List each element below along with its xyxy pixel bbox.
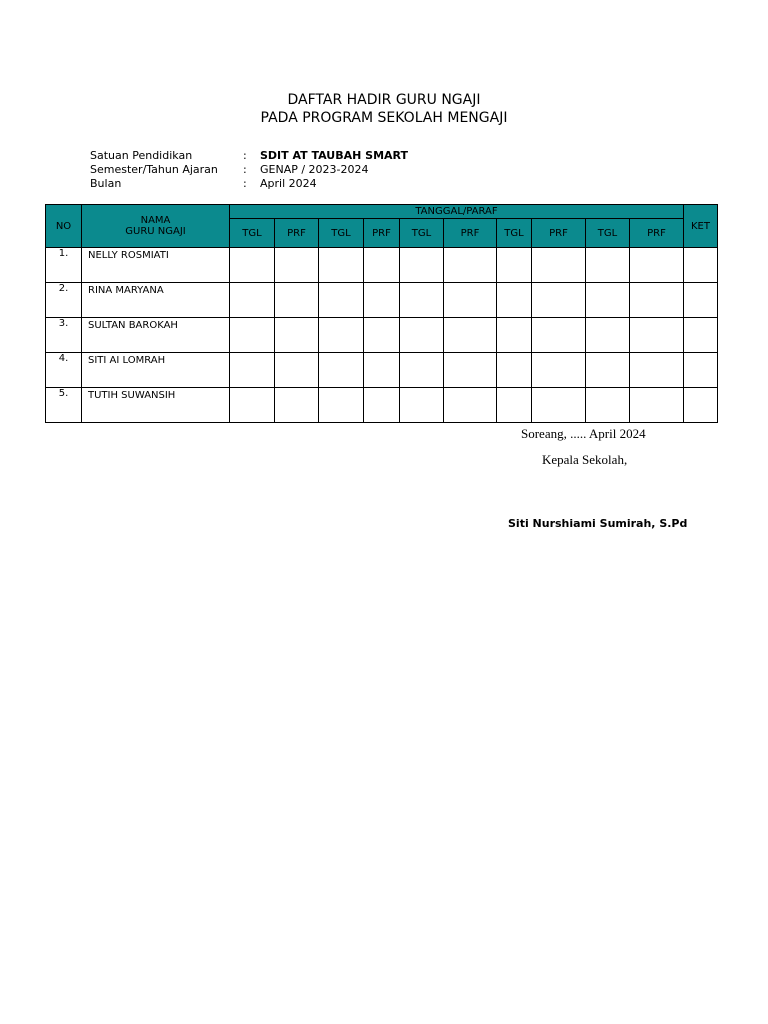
tgl-cell[interactable]: [400, 388, 444, 423]
info-value: April 2024: [260, 177, 317, 190]
prf-cell[interactable]: [532, 318, 586, 353]
prf-cell[interactable]: [275, 283, 319, 318]
subheader-prf: PRF: [630, 219, 684, 248]
header-nama-line2: GURU NGAJI: [125, 226, 186, 237]
info-value: SDIT AT TAUBAH SMART: [260, 149, 409, 162]
prf-cell[interactable]: [364, 283, 400, 318]
subheader-prf: PRF: [364, 219, 400, 248]
info-block: [90, 149, 408, 191]
prf-cell[interactable]: [444, 318, 497, 353]
header-tanggal-paraf: TANGGAL/PARAF: [230, 205, 684, 219]
row-number: 2.: [46, 283, 82, 318]
document-title-line1: DAFTAR HADIR GURU NGAJI: [287, 92, 481, 108]
row-number: 1.: [46, 248, 82, 283]
signature-place-date: Soreang, ..... April 2024: [521, 426, 646, 441]
ket-cell[interactable]: [684, 353, 718, 388]
ket-cell[interactable]: [684, 318, 718, 353]
subheader-tgl: TGL: [497, 219, 532, 248]
prf-cell[interactable]: [444, 388, 497, 423]
info-colon: :: [243, 149, 247, 162]
tgl-cell[interactable]: [497, 248, 532, 283]
tgl-cell[interactable]: [319, 388, 364, 423]
tgl-cell[interactable]: [400, 353, 444, 388]
tgl-cell[interactable]: [497, 388, 532, 423]
signature-role: Kepala Sekolah,: [542, 452, 628, 467]
prf-cell[interactable]: [275, 248, 319, 283]
tgl-cell[interactable]: [230, 318, 275, 353]
tgl-cell[interactable]: [400, 283, 444, 318]
row-name: NELLY ROSMIATI: [82, 248, 230, 283]
prf-cell[interactable]: [630, 283, 684, 318]
prf-cell[interactable]: [630, 388, 684, 423]
prf-cell[interactable]: [364, 248, 400, 283]
header-ket: KET: [684, 205, 718, 248]
table-row: [46, 283, 718, 318]
prf-cell[interactable]: [444, 353, 497, 388]
table-row: [46, 248, 718, 283]
row-name: RINA MARYANA: [82, 283, 230, 318]
table-row: [46, 353, 718, 388]
header-no: NO: [46, 205, 82, 248]
prf-cell[interactable]: [444, 248, 497, 283]
tgl-cell[interactable]: [586, 318, 630, 353]
tgl-cell[interactable]: [497, 283, 532, 318]
info-label: Semester/Tahun Ajaran: [90, 163, 218, 176]
row-name: SITI AI LOMRAH: [82, 353, 230, 388]
tgl-cell[interactable]: [497, 318, 532, 353]
document-title-line2: PADA PROGRAM SEKOLAH MENGAJI: [260, 110, 508, 126]
tgl-cell[interactable]: [586, 353, 630, 388]
prf-cell[interactable]: [532, 388, 586, 423]
tgl-cell[interactable]: [230, 353, 275, 388]
tgl-cell[interactable]: [319, 318, 364, 353]
prf-cell[interactable]: [630, 248, 684, 283]
info-value: GENAP / 2023-2024: [260, 163, 369, 176]
tgl-cell[interactable]: [400, 318, 444, 353]
info-label: Bulan: [90, 177, 122, 190]
tgl-cell[interactable]: [497, 353, 532, 388]
subheader-prf: PRF: [532, 219, 586, 248]
row-name: SULTAN BAROKAH: [82, 318, 230, 353]
row-number: 3.: [46, 318, 82, 353]
ket-cell[interactable]: [684, 248, 718, 283]
subheader-tgl: TGL: [400, 219, 444, 248]
prf-cell[interactable]: [275, 318, 319, 353]
table-row: [46, 318, 718, 353]
prf-cell[interactable]: [532, 283, 586, 318]
row-number: 5.: [46, 388, 82, 423]
info-row-semester: [90, 163, 408, 177]
prf-cell[interactable]: [444, 283, 497, 318]
prf-cell[interactable]: [630, 353, 684, 388]
subheader-prf: PRF: [275, 219, 319, 248]
tgl-cell[interactable]: [586, 283, 630, 318]
info-row-satuan: [90, 149, 408, 163]
prf-cell[interactable]: [532, 353, 586, 388]
header-nama-line1: NAMA: [140, 215, 171, 226]
tgl-cell[interactable]: [319, 248, 364, 283]
info-colon: :: [243, 177, 247, 190]
tgl-cell[interactable]: [319, 353, 364, 388]
prf-cell[interactable]: [532, 248, 586, 283]
prf-cell[interactable]: [630, 318, 684, 353]
info-row-bulan: [90, 177, 408, 191]
table-row: [46, 388, 718, 423]
tgl-cell[interactable]: [319, 283, 364, 318]
header-nama: [82, 205, 230, 248]
subheader-tgl: TGL: [319, 219, 364, 248]
row-name: TUTIH SUWANSIH: [82, 388, 230, 423]
prf-cell[interactable]: [275, 353, 319, 388]
tgl-cell[interactable]: [586, 388, 630, 423]
tgl-cell[interactable]: [586, 248, 630, 283]
prf-cell[interactable]: [364, 388, 400, 423]
row-number: 4.: [46, 353, 82, 388]
subheader-prf: PRF: [444, 219, 497, 248]
ket-cell[interactable]: [684, 388, 718, 423]
tgl-cell[interactable]: [230, 388, 275, 423]
signature-name: Siti Nurshiami Sumirah, S.Pd: [508, 517, 688, 530]
info-label: Satuan Pendidikan: [90, 149, 193, 162]
ket-cell[interactable]: [684, 283, 718, 318]
subheader-tgl: TGL: [230, 219, 275, 248]
tgl-cell[interactable]: [400, 248, 444, 283]
prf-cell[interactable]: [364, 353, 400, 388]
prf-cell[interactable]: [275, 388, 319, 423]
tgl-cell[interactable]: [230, 248, 275, 283]
attendance-table: [45, 204, 718, 423]
prf-cell[interactable]: [364, 318, 400, 353]
info-colon: :: [243, 163, 247, 176]
tgl-cell[interactable]: [230, 283, 275, 318]
subheader-tgl: TGL: [586, 219, 630, 248]
